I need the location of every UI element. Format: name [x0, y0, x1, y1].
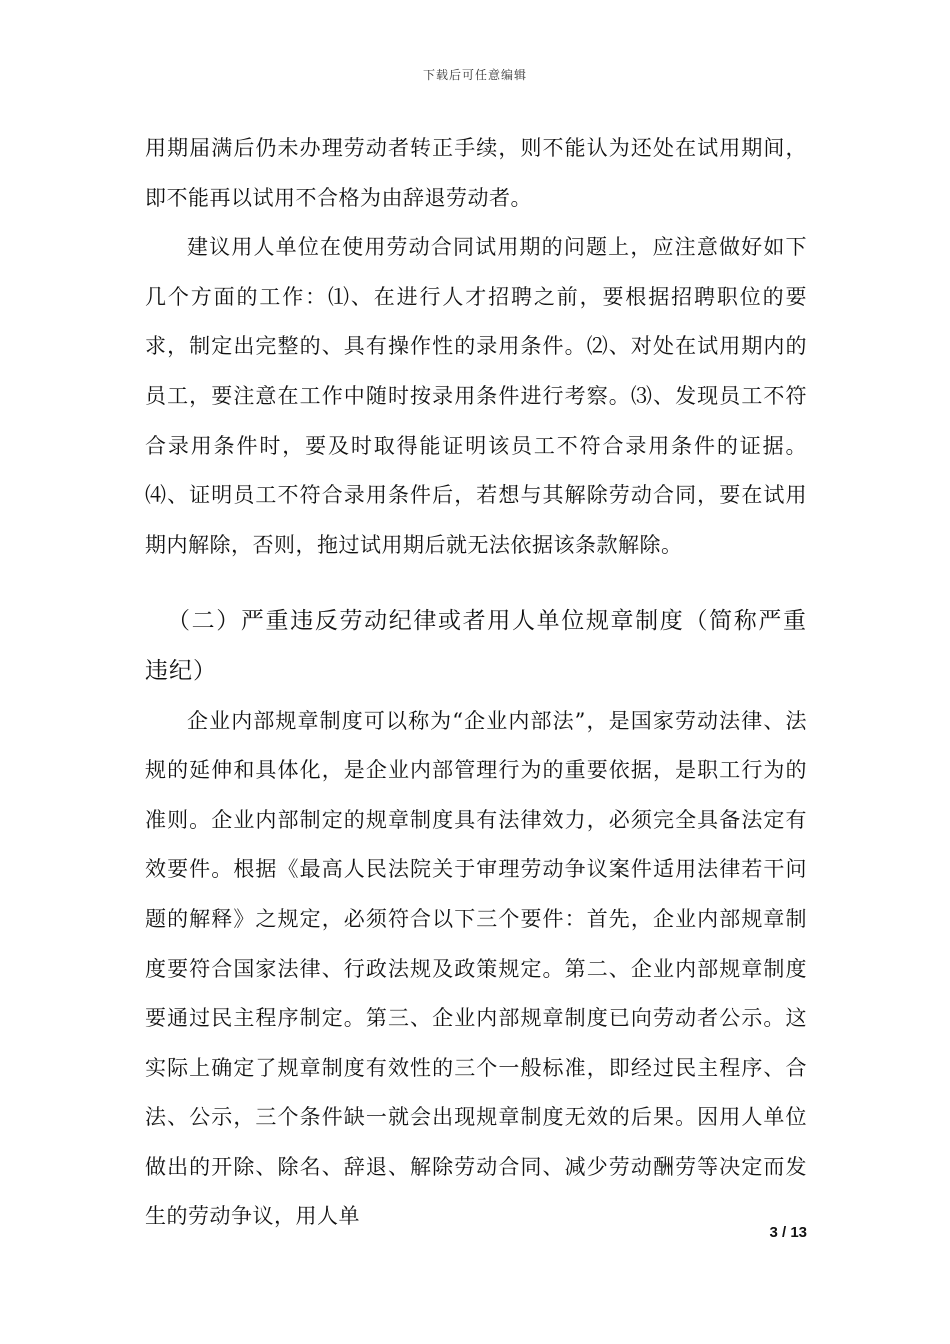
- header-note: 下载后可任意编辑: [422, 68, 527, 82]
- paragraph-continuation: 用期届满后仍未办理劳动者转正手续，则不能认为还处在试用期间，即不能再以试用不合格为由辞退劳动者。: [145, 136, 807, 210]
- document-body: [145, 124, 807, 1242]
- paragraph-internal-rules: 企业内部规章制度可以称为“企业内部法”，是国家劳动法律、法规的延伸和具体化，是企业内部管理行为的重要依据，是职工行为的准则。企业内部制定的规章制度具有法律效力，必须完全具备法定有效要件。根据《最高人民法院关于审理劳动争议案件适用法律若干问题的解释》之规定，必须符合以下三个要件：首先，企业内部规章制度要符合国家法律、行政法规及政策规定。第二、企业内部规章制度要通过民主程序制定。第三、企业内部规章制度已向劳动者公示。这实际上确定了规章制度有效性的三个一般标准，即经过民主程序、合法、公示，三个条件缺一就会出现规章制度无效的后果。因用人单位做出的开除、除名、辞退、解除劳动合同、减少劳动酬劳等决定而发生的劳动争议，用人单: [145, 708, 807, 1229]
- section-heading: （二）严重违反劳动纪律或者用人单位规章制度（简称严重违纪）: [145, 608, 807, 684]
- page-number: 3 / 13: [769, 1224, 807, 1241]
- paragraph-probation-advice: 建议用人单位在使用劳动合同试用期的问题上，应注意做好如下几个方面的工作：⑴、在进行人才招聘之前，要根据招聘职位的要求，制定出完整的、具有操作性的录用条件。⑵、对处在试用期内的员工，要注意在工作中随时按录用条件进行考察。⑶、发现员工不符合录用条件时，要及时取得能证明该员工不符合录用条件的证据。⑷、证明员工不符合录用条件后，若想与其解除劳动合同，要在试用期内解除，否则，拖过试用期后就无法依据该条款解除。: [145, 235, 807, 557]
